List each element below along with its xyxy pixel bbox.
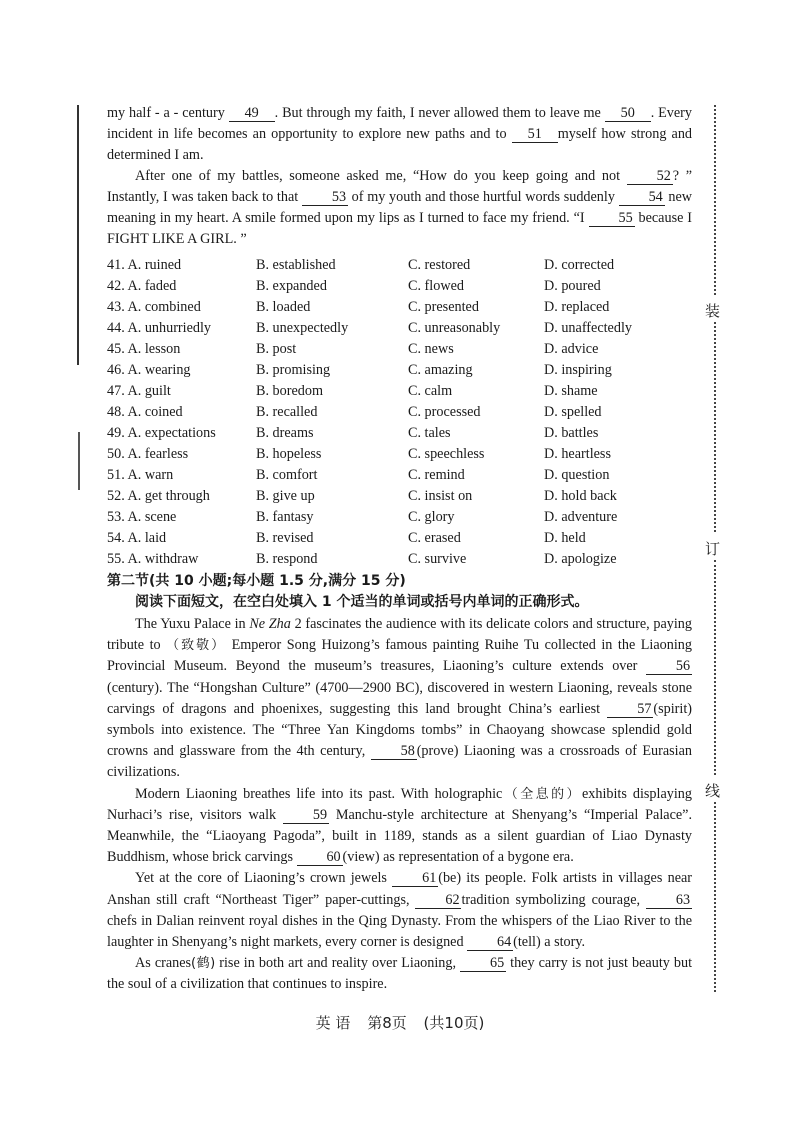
option-c: C. flowed: [408, 278, 464, 294]
text: Yet at the core of Liaoning’s crown jewels: [135, 870, 387, 887]
option-a: 50. A. fearless: [107, 446, 189, 462]
option-b: B. established: [256, 257, 336, 273]
option-c: C. amazing: [408, 362, 473, 378]
option-c: C. glory: [408, 509, 455, 525]
text: Manchu-style architecture at Shenyang’s “Imperial Palace”. Meanwhile, the “Liaoyang Pagoda”, built in 1189, stands as a silent guardian of Liao Dynasty Buddhism, whose brick carvings: [107, 806, 693, 866]
option-a: 46. A. wearing: [107, 362, 191, 378]
option-a: 55. A. withdraw: [107, 551, 199, 567]
option-b: B. recalled: [256, 404, 318, 420]
text: As cranes: [135, 955, 192, 972]
option-c: C. restored: [408, 257, 471, 273]
option-d: D. shame: [544, 383, 598, 399]
text: . Every incident in life becomes an opportunity to explore new paths and to: [107, 105, 693, 142]
grammar-passage: [107, 614, 692, 996]
binding-label-xian: 线: [705, 782, 721, 800]
option-row-53: [107, 507, 692, 528]
footer-page-number: 第8页: [367, 1014, 407, 1032]
option-b: B. fantasy: [256, 509, 314, 525]
blank-55: 55: [589, 210, 635, 227]
option-row-48: [107, 402, 692, 423]
blank-59: 59: [283, 807, 329, 824]
footer-total-pages: (共10页): [423, 1014, 485, 1032]
text: tradition symbolizing courage,: [461, 891, 641, 908]
option-row-52: [107, 486, 692, 507]
option-row-45: [107, 339, 692, 360]
option-a: 45. A. lesson: [107, 341, 181, 357]
option-d: D. hold back: [544, 488, 617, 504]
option-d: D. advice: [544, 341, 599, 357]
option-c: C. calm: [408, 383, 453, 399]
blank-65: 65: [460, 955, 506, 972]
option-b: B. post: [256, 341, 297, 357]
option-c: C. presented: [408, 299, 479, 315]
text: new meaning in my heart. A smile formed upon my lips as I turned to face my friend. “I: [107, 189, 693, 226]
option-row-44: [107, 318, 692, 339]
chinese-gloss: （全息的）: [502, 786, 582, 802]
paragraph: [107, 868, 692, 953]
blank-57: 57: [607, 701, 653, 718]
option-b: B. expanded: [256, 278, 327, 294]
text: they carry is not just beauty but the soul of a civilization that continues to inspire.: [107, 955, 693, 993]
film-title: Ne Zha: [249, 616, 291, 632]
blank-56: 56: [646, 658, 692, 675]
option-a: 49. A. expectations: [107, 425, 216, 441]
text: (prove) Liaoning was a crossroads of Eurasian civilizations.: [107, 743, 693, 781]
text: chefs in Dalian reinvent royal dishes in the Qing Dynasty. From the whispers of the Liao River to the laughter in Shenyang’s night markets, every corner is designed: [107, 912, 692, 951]
option-d: D. poured: [544, 278, 601, 294]
cloze-passage-end: [107, 103, 692, 250]
option-b: B. comfort: [256, 467, 318, 483]
option-a: 47. A. guilt: [107, 383, 171, 399]
text: of my youth and those hurtful words suddenly: [351, 189, 615, 205]
option-c: C. erased: [408, 530, 461, 546]
section-2: [107, 571, 692, 996]
option-d: D. adventure: [544, 509, 618, 525]
option-d: D. held: [544, 530, 586, 546]
option-a: 53. A. scene: [107, 509, 177, 525]
paragraph: [107, 953, 692, 995]
option-c: C. tales: [408, 425, 451, 441]
text: The Yuxu Palace in: [135, 616, 250, 632]
text: (view) as representation of a bygone era.: [342, 849, 574, 866]
text: Emperor Song Huizong’s famous painting Ruihe Tu collected in the Liaoning Provincial Museum. Beyond the museum’s treasures, Liaoning’s culture extends over: [107, 637, 692, 675]
option-d: D. apologize: [544, 551, 617, 567]
option-row-49: [107, 423, 692, 444]
option-b: B. loaded: [256, 299, 311, 315]
blank-61: 61: [392, 870, 438, 887]
option-b: B. unexpectedly: [256, 320, 349, 336]
paragraph: [107, 166, 692, 250]
option-d: D. battles: [544, 425, 599, 441]
option-row-43: [107, 297, 692, 318]
blank-58: 58: [371, 743, 417, 760]
binding-dotted-line: [714, 105, 716, 295]
option-row-55: [107, 549, 692, 570]
option-a: 52. A. get through: [107, 488, 210, 504]
option-b: B. give up: [256, 488, 315, 504]
option-a: 48. A. coined: [107, 404, 183, 420]
option-d: D. question: [544, 467, 610, 483]
text: (be) its people. Folk artists in villages near Anshan still craft “Northeast Tiger” paper-cuttings,: [107, 870, 693, 908]
text: rise in both art and reality over Liaoning,: [219, 955, 457, 972]
text: because I FIGHT LIKE A GIRL. ”: [107, 210, 693, 247]
option-row-54: [107, 528, 692, 549]
text: my half - a - century: [107, 105, 225, 121]
blank-54: 54: [619, 189, 665, 206]
left-margin-rule-lower: [78, 432, 80, 490]
binding-label-zhuang: 装: [705, 302, 721, 320]
option-b: B. promising: [256, 362, 331, 378]
paragraph: [107, 103, 692, 166]
option-a: 54. A. laid: [107, 530, 167, 546]
blank-53: 53: [302, 189, 348, 206]
option-b: B. revised: [256, 530, 314, 546]
section-title: 第二节(共 10 小题;每小题 1.5 分,满分 15 分): [107, 573, 406, 589]
option-row-51: [107, 465, 692, 486]
option-a: 44. A. unhurriedly: [107, 320, 212, 336]
option-d: D. spelled: [544, 404, 602, 420]
text: (spirit) symbols into existence. The “Three Yan Kingdoms tombs” in Chaoyang showcase splendid gold crowns and glassware from the 4th century,: [107, 700, 693, 760]
option-row-41: [107, 255, 692, 276]
option-d: D. replaced: [544, 299, 610, 315]
blank-64: 64: [467, 934, 513, 951]
text: ? ” Instantly, I was taken back to that: [107, 168, 693, 205]
text: (century). The “Hongshan Culture” (4700—2900 BC), discovered in western Liaoning, reveals stone carvings of dragons and phoenixes, suggesting this land brought China’s earliest: [107, 679, 692, 717]
paragraph: [107, 784, 692, 869]
option-c: C. speechless: [408, 446, 485, 462]
option-c: C. insist on: [408, 488, 473, 504]
option-c: C. processed: [408, 404, 481, 420]
blank-52: 52: [627, 168, 673, 185]
option-d: D. inspiring: [544, 362, 612, 378]
option-row-50: [107, 444, 692, 465]
option-a: 42. A. faded: [107, 278, 177, 294]
blank-50: 50: [605, 105, 651, 122]
blank-62: 62: [415, 892, 461, 909]
text: exhibits displaying Nurhaci’s rise, visitors walk: [107, 785, 692, 823]
option-a: 51. A. warn: [107, 467, 174, 483]
option-d: D. heartless: [544, 446, 611, 462]
chinese-gloss: (鹤): [191, 956, 216, 972]
option-d: D. corrected: [544, 257, 615, 273]
option-c: C. remind: [408, 467, 465, 483]
option-c: C. news: [408, 341, 454, 357]
section-instruction: 阅读下面短文，在空白处填入 1 个适当的单词或括号内单词的正确形式。: [135, 594, 589, 610]
option-b: B. boredom: [256, 383, 323, 399]
text: (tell) a story.: [513, 934, 586, 951]
blank-63: 63: [646, 892, 692, 909]
binding-dotted-line: [714, 802, 716, 992]
text: After one of my battles, someone asked me, “How do you keep going and not: [135, 168, 621, 184]
binding-label-ding: 订: [705, 540, 721, 558]
paragraph: [107, 614, 692, 784]
option-b: B. hopeless: [256, 446, 322, 462]
option-row-47: [107, 381, 692, 402]
option-b: B. respond: [256, 551, 318, 567]
blank-49: 49: [229, 105, 275, 122]
option-row-42: [107, 276, 692, 297]
option-c: C. unreasonably: [408, 320, 501, 336]
page-footer: [0, 1012, 800, 1033]
option-c: C. survive: [408, 551, 467, 567]
text: myself how strong and determined I am.: [107, 126, 693, 163]
text: 2 fascinates the audience with its delicate colors and structure, paying tribute to: [107, 616, 692, 654]
binding-dotted-line: [714, 322, 716, 532]
binding-dotted-line: [714, 560, 716, 775]
text: . But through my faith, I never allowed them to leave me: [274, 105, 601, 121]
option-a: 41. A. ruined: [107, 257, 182, 273]
option-a: 43. A. combined: [107, 299, 201, 315]
option-d: D. unaffectedly: [544, 320, 632, 336]
left-margin-rule: [77, 105, 79, 365]
options-list: [107, 255, 692, 570]
footer-subject: 英 语: [315, 1014, 351, 1032]
option-b: B. dreams: [256, 425, 314, 441]
text: Modern Liaoning breathes life into its past. With holographic: [135, 785, 503, 802]
option-row-46: [107, 360, 692, 381]
chinese-gloss: （致敬）: [166, 638, 227, 654]
blank-60: 60: [297, 849, 343, 866]
blank-51: 51: [512, 126, 558, 143]
